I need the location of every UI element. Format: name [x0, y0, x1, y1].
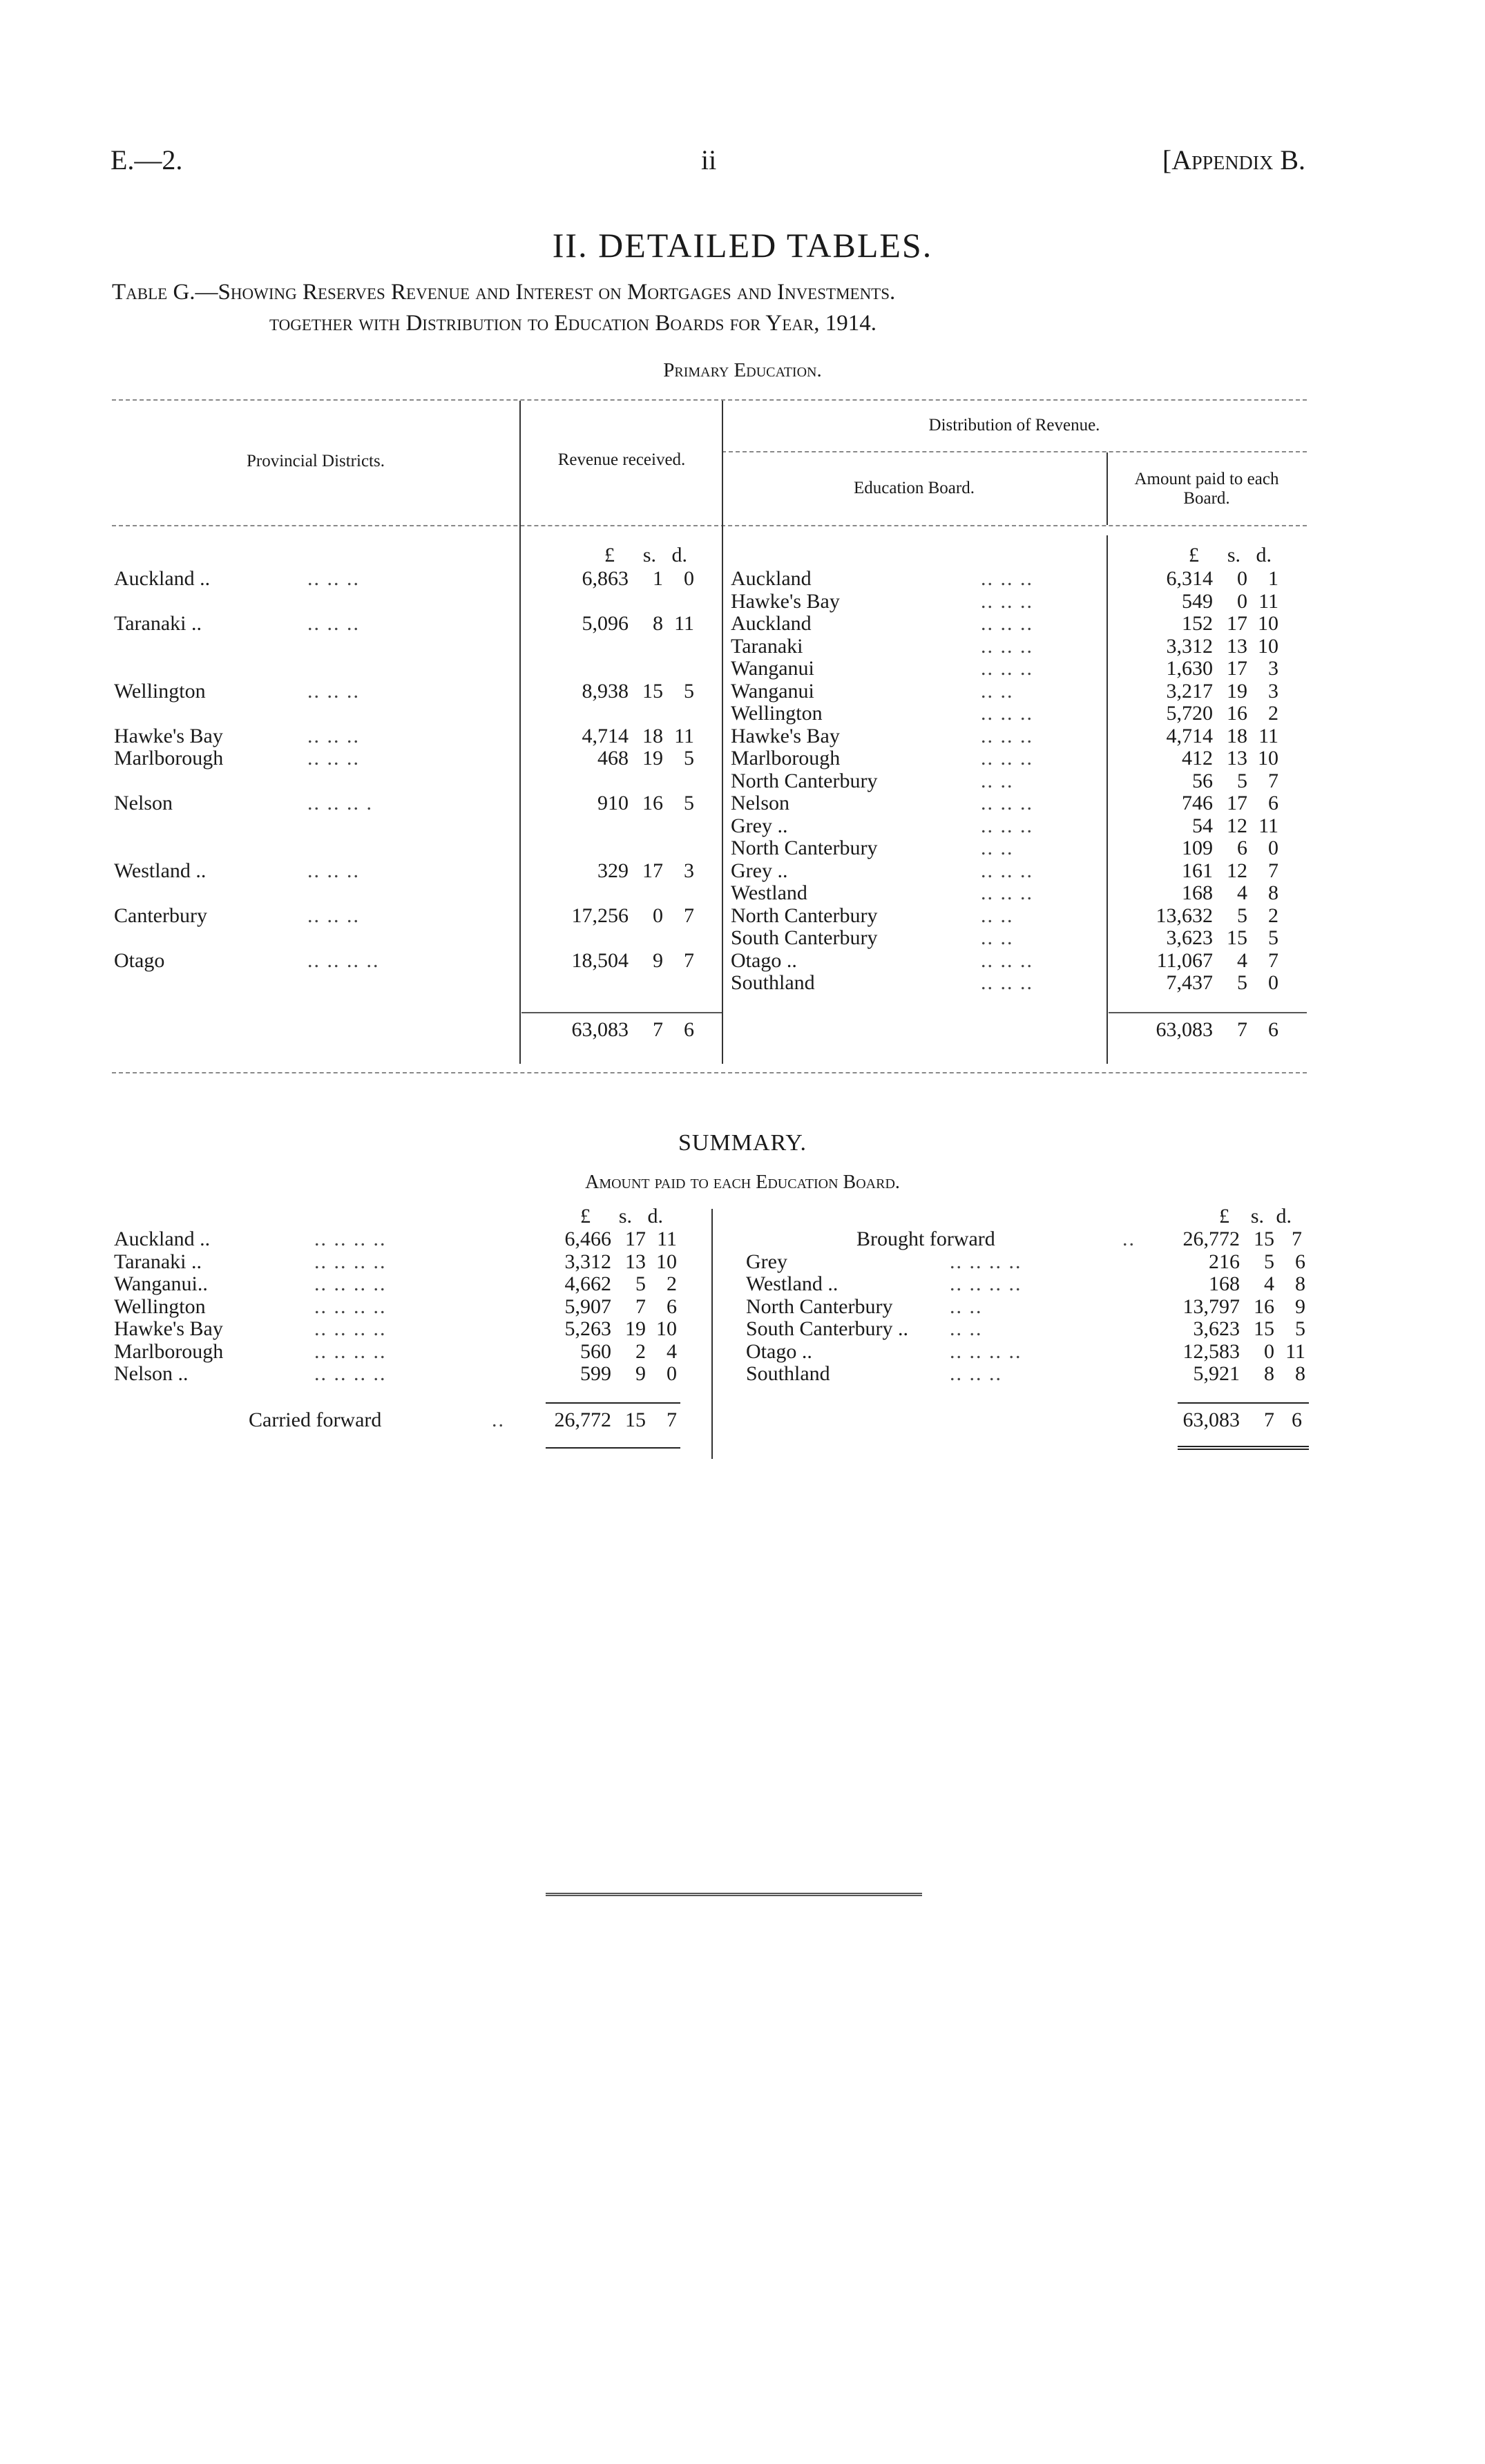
table-title-line1: Table G.—Showing Reserves Revenue and Interest on Mortgages and Investments. — [112, 280, 896, 305]
summary-left-dots: .. .. .. .. — [314, 1272, 387, 1295]
summary-right-name: Westland .. — [746, 1272, 839, 1295]
amount-total: 63,083 7 6 — [1156, 1018, 1278, 1041]
table-top-rule — [112, 399, 1307, 401]
total-rule-top — [1178, 1402, 1309, 1404]
board-dots: .. .. .. — [981, 702, 1033, 725]
brought-forward-label: Brought forward — [856, 1228, 995, 1250]
district-name: Marlborough — [114, 747, 224, 770]
col-header-amount: Amount paid to each Board. — [1134, 470, 1279, 508]
district-revenue: 6,863 1 0 — [582, 567, 694, 590]
district-dots: .. .. .. .. — [307, 948, 380, 972]
board-name: Wanganui — [731, 657, 814, 680]
board-dots: .. .. — [981, 837, 1014, 859]
carried-forward-dots: .. — [492, 1408, 505, 1431]
board-amount: 5,720 16 2 — [1166, 702, 1278, 725]
board-amount: 3,312 13 10 — [1166, 634, 1278, 658]
board-dots: .. .. .. — [981, 657, 1033, 680]
board-amount: 11,067 4 7 — [1156, 948, 1278, 972]
summary-right-dots: .. .. .. .. — [950, 1272, 1022, 1295]
carried-forward-label: Carried forward — [249, 1408, 382, 1431]
district-revenue: 8,938 15 5 — [582, 679, 694, 703]
revenue-total: 63,083 7 6 — [571, 1018, 694, 1041]
board-dots: .. .. .. — [981, 792, 1033, 814]
district-dots: .. .. .. — [307, 679, 360, 703]
district-dots: .. .. .. — [307, 747, 360, 770]
board-name: Westland — [731, 881, 807, 904]
board-amount: 3,623 15 5 — [1166, 926, 1278, 949]
board-name: South Canterbury — [731, 926, 878, 949]
board-name: Hawke's Bay — [731, 589, 840, 613]
summary-right-amount: 216 5 6 — [1209, 1250, 1305, 1273]
summary-right-amount: 168 4 8 — [1209, 1272, 1305, 1295]
carried-rule-bottom — [546, 1447, 680, 1449]
summary-right-name: Southland — [746, 1362, 830, 1385]
summary-left-dots: .. .. .. .. — [314, 1339, 387, 1363]
revenue-lsd-heading: £ s. d. — [604, 544, 687, 566]
summary-left-amount: 6,466 17 11 — [564, 1228, 677, 1250]
col-header-board: Education Board. — [854, 479, 975, 497]
board-name: Auckland — [731, 567, 812, 590]
board-name: Auckland — [731, 612, 812, 635]
district-revenue: 910 16 5 — [597, 792, 694, 814]
board-dots: .. .. .. — [981, 971, 1033, 994]
board-dots: .. .. .. — [981, 634, 1033, 658]
summary-right-dots: .. .. — [950, 1295, 983, 1318]
col-divider-1 — [519, 401, 521, 1064]
board-dots: .. .. .. — [981, 881, 1033, 904]
summary-right-dots: .. .. .. .. — [950, 1250, 1022, 1273]
distribution-rule — [722, 451, 1307, 452]
summary-left-name: Auckland .. — [114, 1228, 211, 1250]
summary-left-dots: .. .. .. .. — [314, 1228, 387, 1250]
summary-right-dots: .. .. .. — [950, 1362, 1002, 1385]
summary-left-amount: 560 2 4 — [580, 1339, 677, 1363]
board-dots: .. .. .. — [981, 724, 1033, 747]
board-amount: 7,437 5 0 — [1166, 971, 1278, 994]
board-amount: 13,632 5 2 — [1156, 904, 1278, 927]
brought-forward-amount: 26,772 15 7 — [1182, 1228, 1302, 1250]
carried-rule-top — [546, 1402, 680, 1404]
page-number: ii — [701, 144, 717, 175]
summary-subtitle: Amount paid to each Education Board. — [585, 1172, 900, 1193]
board-name: North Canterbury — [731, 837, 878, 859]
summary-left-name: Marlborough — [114, 1339, 224, 1363]
summary-left-name: Wanganui.. — [114, 1272, 208, 1295]
board-dots: .. .. — [981, 926, 1014, 949]
amount-total-rule — [1109, 1012, 1307, 1013]
board-amount: 746 17 6 — [1182, 792, 1278, 814]
district-revenue: 18,504 9 7 — [571, 948, 694, 972]
board-amount: 152 17 10 — [1182, 612, 1278, 635]
board-amount: 549 0 11 — [1182, 589, 1278, 613]
summary-left-amount: 5,907 7 6 — [564, 1295, 677, 1318]
board-dots: .. .. — [981, 679, 1014, 703]
table-title-line2: together with Distribution to Education Boards for Year, 1914. — [269, 311, 876, 336]
district-dots: .. .. .. — [307, 567, 360, 590]
board-name: Wanganui — [731, 679, 814, 703]
board-dots: .. .. .. — [981, 589, 1033, 613]
header-bottom-rule — [112, 525, 1307, 526]
appendix-label: [Appendix B. — [1162, 144, 1305, 175]
summary-left-amount: 3,312 13 10 — [564, 1250, 677, 1273]
table-subtitle: Primary Education. — [663, 359, 822, 381]
summary-left-dots: .. .. .. .. — [314, 1295, 387, 1318]
board-name: Grey .. — [731, 859, 788, 882]
summary-right-dots: .. .. .. .. — [950, 1339, 1022, 1363]
col-divider-2 — [722, 401, 723, 1064]
summary-grand-total: 63,083 7 6 — [1182, 1408, 1302, 1431]
board-name: Otago .. — [731, 948, 797, 972]
board-dots: .. .. .. — [981, 948, 1033, 972]
district-revenue: 468 19 5 — [597, 747, 694, 770]
district-name: Nelson — [114, 792, 173, 814]
revenue-total-rule — [521, 1012, 722, 1013]
summary-right-name: North Canterbury — [746, 1295, 893, 1318]
summary-right-name: Otago .. — [746, 1339, 812, 1363]
district-name: Hawke's Bay — [114, 724, 223, 747]
summary-left-amount: 4,662 5 2 — [564, 1272, 677, 1295]
summary-left-dots: .. .. .. .. — [314, 1362, 387, 1385]
district-name: Westland .. — [114, 859, 207, 882]
board-amount: 109 6 0 — [1182, 837, 1278, 859]
col-header-provincial: Provincial Districts. — [247, 452, 385, 470]
district-dots: .. .. .. . — [307, 792, 373, 814]
summary-title: SUMMARY. — [678, 1130, 807, 1156]
summary-left-lsd-heading: £ s. d. — [580, 1205, 663, 1228]
summary-right-name: South Canterbury .. — [746, 1317, 908, 1340]
district-revenue: 5,096 8 11 — [582, 612, 694, 635]
district-revenue: 329 17 3 — [597, 859, 694, 882]
col-header-distribution: Distribution of Revenue. — [928, 416, 1100, 434]
board-amount: 412 13 10 — [1182, 747, 1278, 770]
summary-right-lsd-heading: £ s. d. — [1219, 1205, 1292, 1228]
district-dots: .. .. .. — [307, 859, 360, 882]
summary-left-name: Wellington — [114, 1295, 206, 1318]
district-dots: .. .. .. — [307, 612, 360, 635]
summary-divider — [711, 1209, 713, 1459]
summary-left-name: Nelson .. — [114, 1362, 189, 1385]
board-name: Southland — [731, 971, 815, 994]
col-header-revenue: Revenue received. — [557, 450, 686, 469]
summary-left-name: Hawke's Bay — [114, 1317, 223, 1340]
section-title: II. DETAILED TABLES. — [552, 226, 933, 265]
district-name: Taranaki .. — [114, 612, 202, 635]
board-dots: .. .. .. — [981, 747, 1033, 770]
board-amount: 3,217 19 3 — [1166, 679, 1278, 703]
district-revenue: 4,714 18 11 — [582, 724, 694, 747]
summary-left-dots: .. .. .. .. — [314, 1250, 387, 1273]
summary-right-amount: 13,797 16 9 — [1182, 1295, 1305, 1318]
summary-right-amount: 5,921 8 8 — [1193, 1362, 1305, 1385]
district-dots: .. .. .. — [307, 724, 360, 747]
page-code: E.—2. — [111, 144, 183, 175]
board-amount: 4,714 18 11 — [1166, 724, 1278, 747]
board-name: Taranaki — [731, 634, 803, 658]
board-name: Grey .. — [731, 814, 788, 837]
board-name: Wellington — [731, 702, 823, 725]
district-revenue: 17,256 0 7 — [571, 904, 694, 927]
summary-left-dots: .. .. .. .. — [314, 1317, 387, 1340]
summary-left-name: Taranaki .. — [114, 1250, 202, 1273]
district-dots: .. .. .. — [307, 904, 360, 927]
board-name: Nelson — [731, 792, 789, 814]
summary-right-amount: 3,623 15 5 — [1193, 1317, 1305, 1340]
board-amount: 54 12 11 — [1192, 814, 1278, 837]
amount-lsd-heading: £ s. d. — [1189, 544, 1272, 566]
board-dots: .. .. — [981, 904, 1014, 927]
board-dots: .. .. .. — [981, 567, 1033, 590]
brought-forward-dots: .. — [1122, 1228, 1136, 1250]
board-name: North Canterbury — [731, 904, 878, 927]
board-dots: .. .. — [981, 769, 1014, 792]
board-name: Marlborough — [731, 747, 841, 770]
board-name: Hawke's Bay — [731, 724, 840, 747]
district-name: Otago — [114, 948, 165, 972]
board-amount: 1,630 17 3 — [1166, 657, 1278, 680]
district-name: Wellington — [114, 679, 206, 703]
board-name: North Canterbury — [731, 769, 878, 792]
board-amount: 168 4 8 — [1182, 881, 1278, 904]
district-name: Canterbury — [114, 904, 207, 927]
summary-right-amount: 12,583 0 11 — [1182, 1339, 1305, 1363]
summary-left-amount: 599 9 0 — [580, 1362, 677, 1385]
board-amount: 6,314 0 1 — [1166, 567, 1278, 590]
total-double-rule — [1178, 1446, 1309, 1450]
summary-left-amount: 5,263 19 10 — [564, 1317, 677, 1340]
board-amount: 56 5 7 — [1192, 769, 1278, 792]
page-end-rule — [546, 1893, 922, 1896]
carried-forward-amount: 26,772 15 7 — [554, 1408, 677, 1431]
board-dots: .. .. .. — [981, 859, 1033, 882]
summary-right-name: Grey — [746, 1250, 787, 1273]
table-bottom-rule — [112, 1072, 1307, 1073]
board-amount: 161 12 7 — [1182, 859, 1278, 882]
district-name: Auckland .. — [114, 567, 211, 590]
col-divider-3b — [1106, 535, 1108, 1064]
board-dots: .. .. .. — [981, 814, 1033, 837]
summary-right-dots: .. .. — [950, 1317, 983, 1340]
board-dots: .. .. .. — [981, 612, 1033, 635]
